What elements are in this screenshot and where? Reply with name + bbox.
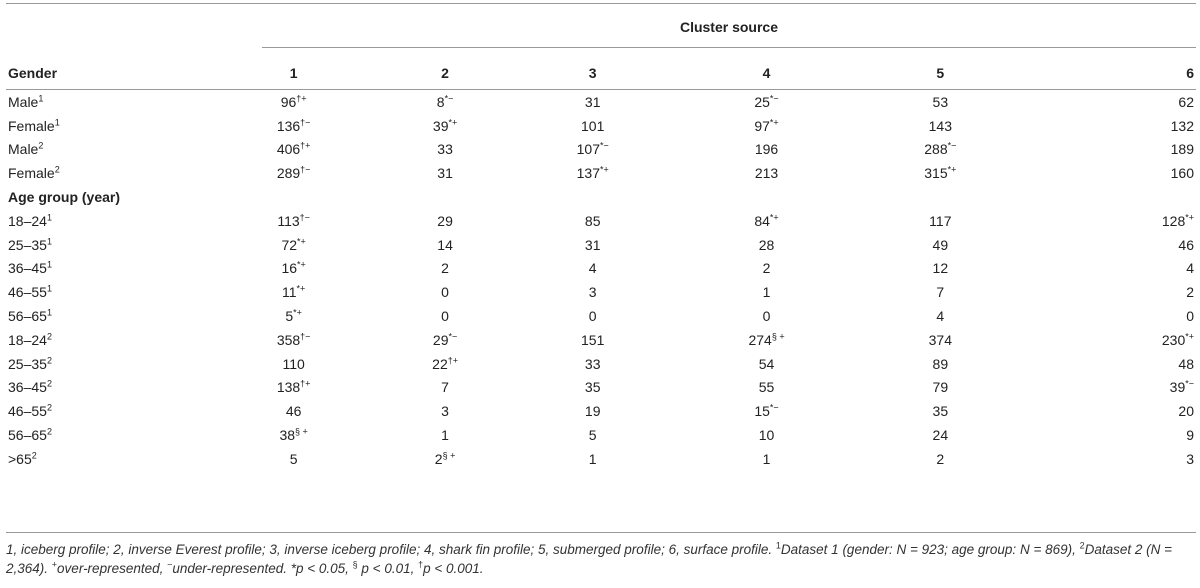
cell-value: 33 <box>584 355 601 372</box>
cell-value: 136 <box>276 117 301 134</box>
cell-value: 2 <box>434 450 443 467</box>
cell-value: 54 <box>758 355 775 372</box>
cell-value: 25 <box>754 93 770 110</box>
table-cell <box>1022 376 1196 400</box>
table-cell <box>208 304 379 328</box>
row-label-dataset-mark: 2 <box>54 164 60 175</box>
cell-significance-mark: *+ <box>296 283 306 294</box>
cell-value: 132 <box>1170 117 1194 134</box>
table-cell <box>208 280 379 304</box>
cell-value: 9 <box>1186 427 1194 444</box>
table-cell <box>1022 90 1196 114</box>
section-title: Age group (year) <box>8 189 121 206</box>
table-cell <box>511 161 675 185</box>
cell-significance-mark: †+ <box>447 355 458 365</box>
cell-value: 12 <box>932 260 949 277</box>
column-header-4: 4 <box>762 64 771 81</box>
row-label <box>6 161 208 185</box>
table-cell <box>511 114 675 138</box>
cell-value: 97 <box>754 117 770 134</box>
row-label <box>6 447 208 471</box>
table-cell <box>675 352 859 376</box>
table-footnote <box>6 540 1194 578</box>
table-row <box>6 447 1196 471</box>
table-cell <box>859 90 1023 114</box>
table-cell <box>208 90 379 114</box>
cluster-table <box>6 56 1196 471</box>
table-cell <box>208 399 379 423</box>
table-cell <box>511 209 675 233</box>
table-cell <box>379 304 511 328</box>
table-cell <box>1022 280 1196 304</box>
cell-significance-mark: § + <box>442 450 456 461</box>
table-cell <box>859 209 1023 233</box>
row-label <box>6 257 208 281</box>
row-label-dataset-mark: 2 <box>46 355 52 365</box>
footnote-minus-mark: − <box>167 559 173 570</box>
table-cell <box>379 423 511 447</box>
cell-value: 20 <box>1178 403 1194 420</box>
cell-significance-mark: †− <box>300 164 311 175</box>
cell-value: 8 <box>436 93 445 110</box>
table-row <box>6 304 1196 328</box>
cell-value: 85 <box>584 212 601 229</box>
cell-value: 79 <box>932 379 949 396</box>
row-label <box>6 352 208 376</box>
cell-value: 22 <box>432 355 448 372</box>
row-label-dataset-mark: 1 <box>46 259 52 270</box>
table-row <box>6 328 1196 352</box>
row-label <box>6 233 208 257</box>
table-cell <box>379 233 511 257</box>
footnote-legend: 1, iceberg profile; 2, inverse Everest profile; 3, inverse iceberg profile; 4, shark fin profile; 5, submerged profile; 6, surface profile. <box>6 542 776 557</box>
footnote-dagger-mark: † <box>418 559 424 570</box>
cell-value: 15 <box>754 403 770 420</box>
table-cell <box>859 399 1023 423</box>
cell-value: 151 <box>581 331 605 348</box>
table-cell <box>859 328 1023 352</box>
cell-value: 28 <box>758 236 775 253</box>
table-row <box>6 138 1196 162</box>
cell-value: 39 <box>1169 379 1186 396</box>
table-cell <box>859 376 1023 400</box>
table-cell <box>208 352 379 376</box>
cell-significance-mark: †+ <box>296 93 307 104</box>
cell-value: 7 <box>441 379 449 396</box>
cell-value: 128 <box>1161 212 1186 229</box>
row-label-dataset-mark: 1 <box>38 93 44 104</box>
row-label-dataset-mark: 2 <box>46 378 52 389</box>
cell-value: 3 <box>1186 450 1194 467</box>
table-cell <box>859 257 1023 281</box>
table-cell <box>511 280 675 304</box>
table-cell <box>511 328 675 352</box>
table-cell <box>675 399 859 423</box>
table-cell <box>511 352 675 376</box>
table-cell <box>675 257 859 281</box>
table-cell <box>208 161 379 185</box>
footnote-plus-mark: + <box>51 559 58 570</box>
table-cell <box>208 209 379 233</box>
cell-significance-mark: *+ <box>1185 212 1194 223</box>
cluster-source-header: Cluster source <box>679 19 779 35</box>
cell-value: 46 <box>285 403 302 420</box>
table-row <box>6 280 1196 304</box>
row-label-text: >65 <box>8 450 32 467</box>
cell-value: 39 <box>432 117 449 134</box>
table-cell <box>1022 447 1196 471</box>
cell-value: 406 <box>276 141 301 158</box>
cell-significance-mark: †− <box>300 331 311 342</box>
table-row <box>6 114 1196 138</box>
table-cell <box>379 90 511 114</box>
cell-value: 160 <box>1170 165 1194 182</box>
row-label <box>6 423 208 447</box>
table-cell <box>379 209 511 233</box>
cell-significance-mark: †+ <box>300 378 311 389</box>
table-cell <box>675 90 859 114</box>
cell-value: 358 <box>276 331 301 348</box>
column-header-3: 3 <box>588 64 597 81</box>
table-cell <box>379 257 511 281</box>
cell-value: 38 <box>279 427 296 444</box>
row-label <box>6 399 208 423</box>
cell-significance-mark: †− <box>299 212 310 223</box>
cell-significance-mark: § + <box>771 331 785 342</box>
cell-significance-mark: *+ <box>448 117 458 128</box>
gender-column-header: Gender <box>8 64 58 81</box>
cell-value: 5 <box>289 450 298 467</box>
table-cell <box>208 376 379 400</box>
cell-value: 31 <box>584 93 601 110</box>
table-cell <box>1022 328 1196 352</box>
cell-significance-mark: *− <box>1185 378 1194 389</box>
cell-value: 4 <box>936 308 945 325</box>
cell-value: 5 <box>285 308 294 325</box>
cell-value: 117 <box>929 212 952 229</box>
cell-value: 14 <box>437 236 453 253</box>
top-rule <box>6 3 1196 4</box>
column-header-row <box>6 56 1196 90</box>
table-cell <box>379 138 511 162</box>
cell-value: 31 <box>437 165 453 182</box>
table-cell <box>859 423 1023 447</box>
table-row <box>6 423 1196 447</box>
row-label-text: 36–45 <box>8 379 47 396</box>
footnote-section-mark: § <box>352 559 358 570</box>
cell-value: 230 <box>1161 331 1186 348</box>
cell-value: 0 <box>762 308 771 325</box>
cell-significance-mark: *+ <box>769 117 779 128</box>
bottom-rule <box>6 532 1196 533</box>
table-cell <box>859 138 1023 162</box>
table-cell <box>379 447 511 471</box>
cell-value: 62 <box>1178 93 1194 110</box>
table-cell <box>675 161 859 185</box>
cell-value: 5 <box>588 427 597 444</box>
table-cell <box>859 304 1023 328</box>
row-label <box>6 90 208 114</box>
table-cell <box>859 447 1023 471</box>
cell-value: 143 <box>928 117 952 134</box>
cell-value: 110 <box>282 355 305 372</box>
row-label-dataset-mark: 2 <box>31 450 37 461</box>
table-cell <box>675 138 859 162</box>
cell-value: 0 <box>441 308 449 325</box>
table-cell <box>511 257 675 281</box>
table-cell <box>379 280 511 304</box>
table-cell <box>208 257 379 281</box>
cell-value: 96 <box>280 93 297 110</box>
row-label <box>6 328 208 352</box>
table-cell <box>208 423 379 447</box>
table-cell <box>675 233 859 257</box>
table-row <box>6 90 1196 114</box>
table-cell <box>511 423 675 447</box>
row-label-dataset-mark: 2 <box>46 402 52 413</box>
cell-value: 4 <box>588 260 597 277</box>
spanner-rule <box>262 47 1196 48</box>
footnote-dataset2: Dataset 2 (N = 2,364). <box>6 542 1173 576</box>
cell-value: 289 <box>276 165 301 182</box>
cell-significance-mark: *− <box>769 93 779 104</box>
cell-value: 189 <box>1170 141 1194 158</box>
cell-significance-mark: *− <box>448 331 458 342</box>
cell-value: 84 <box>754 212 770 229</box>
footnote-dataset2-mark: 2 <box>1079 540 1085 551</box>
section-header-row <box>6 185 1196 209</box>
row-label <box>6 280 208 304</box>
table-cell <box>675 280 859 304</box>
cell-value: 4 <box>1186 260 1194 277</box>
table-cell <box>1022 423 1196 447</box>
table-cell <box>859 352 1023 376</box>
cell-value: 29 <box>437 212 453 229</box>
row-label-dataset-mark: 2 <box>38 140 44 151</box>
cell-value: 33 <box>437 141 453 158</box>
table-row <box>6 209 1196 233</box>
row-label-dataset-mark: 1 <box>46 283 52 294</box>
table-cell <box>379 352 511 376</box>
table-cell <box>859 280 1023 304</box>
cell-value: 48 <box>1178 355 1194 372</box>
row-label-text: Female <box>8 117 55 134</box>
cell-value: 288 <box>924 141 948 158</box>
table-cell <box>511 90 675 114</box>
table-cell <box>1022 209 1196 233</box>
cell-value: 2 <box>936 450 945 467</box>
row-label-text: 46–55 <box>8 403 47 420</box>
row-label <box>6 138 208 162</box>
cell-value: 0 <box>588 308 597 325</box>
table-cell <box>859 161 1023 185</box>
cell-value: 49 <box>932 236 949 253</box>
footnote-dataset1-mark: 1 <box>775 540 781 551</box>
table-cell <box>379 376 511 400</box>
table-cell <box>208 328 379 352</box>
row-label <box>6 114 208 138</box>
cell-value: 35 <box>584 379 601 396</box>
table-cell <box>675 114 859 138</box>
table-cell <box>379 114 511 138</box>
table-cell <box>208 114 379 138</box>
row-label-text: Male <box>8 141 39 158</box>
table-cell <box>511 399 675 423</box>
table-body <box>6 90 1196 471</box>
row-label-dataset-mark: 1 <box>54 117 60 128</box>
cell-value: 3 <box>441 403 449 420</box>
footnote-p01: p < 0.01, <box>357 561 419 576</box>
table-cell <box>1022 304 1196 328</box>
table-cell <box>1022 257 1196 281</box>
cell-value: 2 <box>762 260 771 277</box>
table-cell <box>859 114 1023 138</box>
table-cell <box>208 138 379 162</box>
cell-value: 0 <box>441 284 449 301</box>
cell-significance-mark: *− <box>769 402 779 413</box>
row-label-text: 46–55 <box>8 284 47 301</box>
cell-significance-mark: †− <box>300 117 311 128</box>
table-cell <box>1022 352 1196 376</box>
cell-significance-mark: *− <box>444 93 454 104</box>
table-cell <box>1022 161 1196 185</box>
table-cell <box>675 423 859 447</box>
table-cell <box>208 447 379 471</box>
row-label <box>6 376 208 400</box>
table-row <box>6 233 1196 257</box>
cell-value: 137 <box>576 165 600 182</box>
cell-value: 107 <box>576 141 600 158</box>
cell-significance-mark: †+ <box>300 140 311 151</box>
cell-value: 53 <box>932 93 949 110</box>
row-label-text: 56–65 <box>8 427 47 444</box>
table-cell <box>511 304 675 328</box>
row-label-text: 56–65 <box>8 308 47 325</box>
cell-significance-mark: *+ <box>769 212 779 223</box>
footnote-under: under-represented. *p < 0.05, <box>172 561 353 576</box>
cell-value: 274 <box>748 331 772 348</box>
footnote-dataset1: Dataset 1 (gender: N = 923; age group: N = 869), <box>780 542 1080 557</box>
cell-value: 196 <box>754 141 779 158</box>
cell-value: 46 <box>1178 236 1194 253</box>
table-cell <box>511 138 675 162</box>
cell-significance-mark: *+ <box>600 164 609 175</box>
cell-value: 1 <box>762 284 771 301</box>
row-label <box>6 209 208 233</box>
row-label-dataset-mark: 1 <box>46 307 52 318</box>
cell-significance-mark: *+ <box>1185 331 1194 342</box>
cell-value: 1 <box>762 450 771 467</box>
row-label-dataset-mark: 1 <box>46 236 52 247</box>
cell-value: 16 <box>281 260 298 277</box>
table-cell <box>379 161 511 185</box>
cell-significance-mark: § + <box>295 426 308 437</box>
cell-value: 1 <box>588 450 597 467</box>
table-cell <box>1022 138 1196 162</box>
column-header-5: 5 <box>936 64 945 81</box>
table-cell <box>1022 233 1196 257</box>
table-cell <box>675 304 859 328</box>
cell-value: 29 <box>432 331 449 348</box>
footnote-over: over-represented, <box>57 561 168 576</box>
cell-value: 72 <box>281 236 298 253</box>
row-label-text: 36–45 <box>8 260 47 277</box>
row-label-dataset-mark: 2 <box>46 426 52 437</box>
table-cell <box>675 209 859 233</box>
row-label-text: Male <box>8 93 39 110</box>
cell-value: 55 <box>758 379 775 396</box>
cell-value: 374 <box>928 331 952 348</box>
cell-significance-mark: *+ <box>293 307 302 318</box>
cell-value: 24 <box>932 427 949 444</box>
row-label-text: 18–24 <box>8 331 47 348</box>
table-row <box>6 257 1196 281</box>
table-row <box>6 376 1196 400</box>
table-cell <box>379 399 511 423</box>
table-cell <box>208 233 379 257</box>
cell-value: 3 <box>588 284 597 301</box>
row-label <box>6 304 208 328</box>
table-row <box>6 352 1196 376</box>
cell-significance-mark: *+ <box>947 164 957 175</box>
column-header-6: 6 <box>1186 64 1194 81</box>
cell-value: 89 <box>932 355 949 372</box>
cell-value: 138 <box>276 379 301 396</box>
table-cell <box>511 447 675 471</box>
cell-value: 31 <box>584 236 601 253</box>
row-label-text: 18–24 <box>8 212 47 229</box>
column-header-2: 2 <box>441 64 449 81</box>
cell-value: 213 <box>754 165 779 182</box>
cell-value: 7 <box>936 284 945 301</box>
table-cell <box>511 233 675 257</box>
row-label-text: Female <box>8 165 55 182</box>
row-label-dataset-mark: 2 <box>46 331 52 342</box>
cell-value: 35 <box>932 403 949 420</box>
cell-value: 19 <box>584 403 601 420</box>
table-cell <box>379 328 511 352</box>
table-row <box>6 399 1196 423</box>
table-row <box>6 161 1196 185</box>
column-header-1: 1 <box>289 64 298 81</box>
table-cell <box>675 447 859 471</box>
cell-value: 2 <box>441 260 449 277</box>
cell-value: 0 <box>1186 308 1194 325</box>
cell-value: 1 <box>441 427 449 444</box>
cell-value: 10 <box>758 427 775 444</box>
cell-value: 101 <box>581 117 605 134</box>
cell-significance-mark: *− <box>600 140 609 151</box>
cell-value: 113 <box>277 212 300 229</box>
footnote-p001: p < 0.001. <box>423 561 484 576</box>
table-cell <box>859 233 1023 257</box>
table-cell <box>675 328 859 352</box>
cell-value: 2 <box>1186 284 1194 301</box>
table-cell <box>1022 399 1196 423</box>
cell-significance-mark: *+ <box>297 259 306 270</box>
row-label-text: 25–35 <box>8 236 47 253</box>
table-cell <box>675 376 859 400</box>
cell-significance-mark: *+ <box>297 236 306 247</box>
cell-value: 11 <box>281 284 297 301</box>
row-label-text: 25–35 <box>8 355 47 372</box>
row-label-dataset-mark: 1 <box>46 212 52 223</box>
cell-value: 315 <box>924 165 948 182</box>
table-cell <box>511 376 675 400</box>
table-cell <box>1022 114 1196 138</box>
cell-significance-mark: *− <box>947 140 957 151</box>
